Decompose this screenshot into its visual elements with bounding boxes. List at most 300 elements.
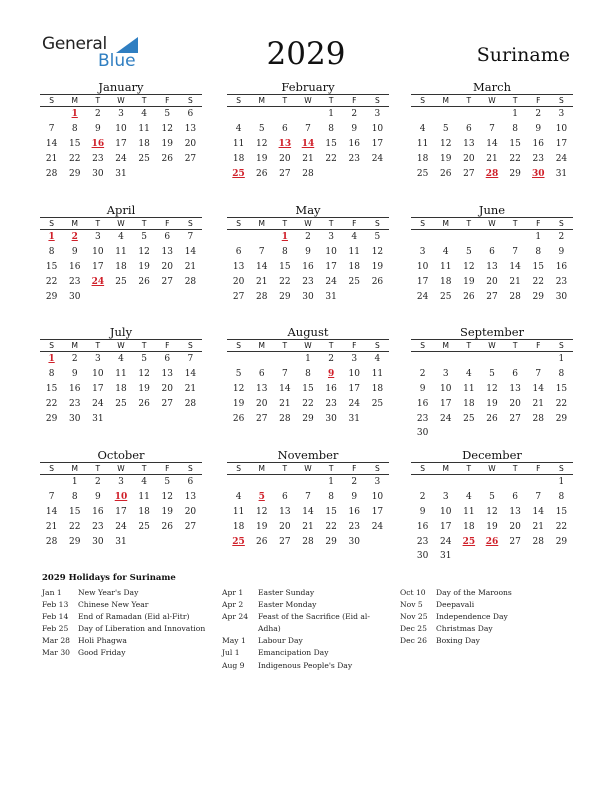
holiday-date: Oct 10	[400, 588, 426, 597]
day: 12	[371, 247, 384, 258]
day: 7	[48, 124, 55, 135]
day: 23	[302, 276, 314, 287]
day: 17	[439, 521, 452, 532]
day: 28	[302, 536, 314, 547]
day: 13	[161, 247, 173, 258]
day: 19	[255, 521, 268, 532]
day: 15	[302, 383, 314, 394]
day: 26	[138, 398, 150, 409]
holidays-title: 2029 Holidays for Suriname	[42, 573, 176, 583]
holiday-column	[222, 587, 398, 672]
day: 20	[161, 261, 173, 272]
day: 30	[555, 291, 568, 302]
holiday-row	[222, 587, 398, 599]
day: 27	[463, 168, 475, 179]
day: 21	[302, 153, 314, 164]
weekday-label: F	[165, 219, 170, 228]
day: 22	[302, 398, 314, 409]
day: 18	[439, 276, 452, 287]
day: 13	[161, 369, 173, 380]
day: 16	[555, 261, 568, 272]
day: 23	[92, 521, 104, 532]
weekday-label: S	[236, 219, 241, 228]
day: 18	[232, 521, 245, 532]
day: 14	[279, 383, 291, 394]
day: 21	[184, 261, 197, 272]
day: 12	[161, 492, 173, 503]
day: 24	[371, 153, 384, 164]
month-march	[411, 80, 573, 181]
day: 8	[48, 247, 55, 258]
day: 27	[232, 291, 245, 302]
holiday-name: Independence Day	[436, 612, 508, 622]
holiday-date: May 1	[222, 636, 246, 646]
weekday-label: T	[512, 219, 518, 228]
holiday-day: 25	[462, 536, 476, 547]
month-december	[411, 448, 573, 564]
weekday-label: M	[258, 464, 265, 473]
day: 1	[512, 109, 518, 120]
day: 28	[255, 291, 268, 302]
day: 2	[351, 477, 358, 488]
day: 5	[141, 354, 147, 365]
month-name: November	[277, 448, 339, 462]
day: 7	[187, 354, 194, 365]
day: 29	[325, 536, 337, 547]
day: 8	[535, 247, 542, 258]
holiday-date: Apr 1	[222, 588, 244, 597]
day: 17	[555, 138, 568, 149]
day: 15	[555, 506, 568, 517]
day: 21	[45, 153, 58, 164]
holiday-name: Christmas Day	[436, 624, 493, 634]
weekday-label: W	[304, 219, 312, 228]
day: 6	[164, 232, 171, 243]
day: 25	[439, 291, 452, 302]
day: 7	[305, 492, 311, 503]
weekday-label: W	[304, 464, 312, 473]
weekday-label: S	[559, 464, 564, 473]
day: 23	[325, 398, 337, 409]
day: 15	[279, 261, 291, 272]
day: 24	[115, 153, 127, 164]
day: 22	[68, 153, 81, 164]
weekday-label: M	[258, 96, 265, 105]
day: 9	[71, 369, 78, 380]
day: 31	[348, 413, 360, 424]
day: 26	[161, 153, 173, 164]
day: 5	[235, 369, 242, 380]
day: 5	[489, 492, 495, 503]
day: 2	[71, 354, 78, 365]
day: 6	[281, 124, 288, 135]
day: 3	[442, 492, 449, 503]
weekday-label: M	[71, 219, 78, 228]
month-name: May	[295, 203, 321, 217]
day: 29	[509, 168, 521, 179]
weekday-label: T	[95, 464, 101, 473]
day: 30	[302, 291, 314, 302]
weekday-label: S	[188, 464, 193, 473]
weekday-label: S	[49, 219, 54, 228]
holiday-row	[222, 660, 398, 672]
weekday-header	[411, 217, 573, 230]
holiday-row	[400, 599, 576, 611]
holiday-day: 9	[328, 369, 335, 380]
day: 5	[164, 477, 171, 488]
day: 31	[555, 168, 568, 179]
day: 9	[94, 492, 101, 503]
day: 25	[371, 398, 384, 409]
day: 9	[94, 124, 101, 135]
weekday-label: S	[236, 464, 241, 473]
day: 30	[68, 291, 81, 302]
day: 22	[555, 398, 568, 409]
weekday-label: T	[512, 464, 518, 473]
weekday-header	[411, 94, 573, 107]
day: 28	[45, 168, 58, 179]
day: 6	[465, 124, 472, 135]
holiday-date: Jul 1	[222, 648, 240, 658]
month-november	[227, 448, 389, 549]
weekday-header	[40, 217, 202, 230]
day: 25	[348, 276, 360, 287]
day: 7	[535, 369, 542, 380]
weekday-label: T	[512, 341, 518, 350]
day: 30	[68, 413, 81, 424]
day: 8	[512, 124, 518, 135]
weekday-label: S	[49, 96, 54, 105]
day: 15	[45, 261, 58, 272]
day: 16	[348, 506, 360, 517]
day-grid	[227, 352, 389, 426]
weekday-label: F	[165, 464, 170, 473]
day: 9	[351, 124, 358, 135]
day: 28	[532, 413, 544, 424]
day: 6	[512, 369, 518, 380]
day: 30	[416, 428, 429, 439]
day-grid	[227, 107, 389, 181]
day: 27	[486, 291, 498, 302]
day: 17	[416, 276, 429, 287]
weekday-label: T	[95, 96, 101, 105]
day-grid	[40, 107, 202, 181]
weekday-label: S	[188, 341, 193, 350]
day: 25	[115, 398, 127, 409]
day: 13	[255, 383, 268, 394]
logo-general-text: General	[42, 34, 107, 54]
day: 13	[509, 383, 521, 394]
day: 11	[463, 383, 475, 394]
weekday-header	[227, 217, 389, 230]
day: 28	[279, 413, 291, 424]
day: 30	[416, 551, 429, 562]
day: 3	[374, 109, 381, 120]
day: 2	[419, 369, 426, 380]
weekday-header	[411, 339, 573, 352]
day: 27	[161, 398, 173, 409]
weekday-label: S	[188, 96, 193, 105]
day: 16	[92, 506, 104, 517]
day: 29	[279, 291, 291, 302]
day-grid	[411, 352, 573, 441]
day: 3	[419, 247, 426, 258]
day: 20	[232, 276, 245, 287]
day: 26	[371, 276, 384, 287]
month-name: August	[287, 325, 329, 339]
day-grid	[227, 230, 389, 304]
day: 27	[184, 153, 197, 164]
day: 13	[184, 124, 197, 135]
holiday-day: 1	[48, 232, 55, 243]
day: 21	[532, 398, 544, 409]
day: 28	[302, 168, 314, 179]
day: 16	[325, 383, 337, 394]
day: 30	[92, 536, 104, 547]
day: 3	[118, 109, 124, 120]
weekday-label: T	[328, 219, 334, 228]
day: 4	[235, 124, 242, 135]
day: 4	[351, 232, 358, 243]
weekday-label: M	[71, 341, 78, 350]
holiday-day: 30	[532, 168, 545, 179]
weekday-label: S	[420, 341, 425, 350]
day: 24	[439, 413, 452, 424]
day: 18	[138, 138, 150, 149]
day: 14	[532, 383, 544, 394]
day: 20	[184, 138, 197, 149]
weekday-label: W	[117, 341, 125, 350]
day: 7	[281, 369, 288, 380]
day: 19	[255, 153, 268, 164]
day: 17	[115, 506, 127, 517]
day: 29	[555, 413, 568, 424]
day: 3	[118, 477, 124, 488]
holiday-date: Apr 2	[222, 600, 244, 610]
day: 16	[68, 383, 81, 394]
weekday-label: T	[141, 219, 147, 228]
day: 10	[555, 124, 568, 135]
weekday-label: W	[488, 341, 496, 350]
day: 20	[486, 276, 498, 287]
holiday-day: 25	[232, 536, 245, 547]
day: 2	[94, 477, 101, 488]
day: 14	[45, 138, 58, 149]
weekday-label: T	[282, 219, 288, 228]
day: 18	[138, 506, 150, 517]
day: 12	[232, 383, 245, 394]
day: 19	[138, 383, 150, 394]
month-name: December	[462, 448, 522, 462]
month-april	[40, 203, 202, 304]
day: 28	[532, 536, 544, 547]
day: 7	[187, 232, 194, 243]
weekday-label: S	[559, 219, 564, 228]
weekday-label: T	[466, 341, 472, 350]
day: 11	[232, 506, 245, 517]
day: 17	[439, 398, 452, 409]
day: 5	[489, 369, 495, 380]
day: 28	[509, 291, 521, 302]
weekday-label: W	[304, 96, 312, 105]
day: 1	[558, 354, 565, 365]
day: 16	[68, 261, 81, 272]
weekday-label: T	[282, 464, 288, 473]
day: 28	[45, 536, 58, 547]
holiday-date	[222, 623, 258, 635]
day: 9	[419, 506, 426, 517]
day-grid	[40, 230, 202, 304]
day: 9	[558, 247, 565, 258]
holiday-day: 13	[278, 138, 292, 149]
year-title: 2029	[266, 36, 346, 72]
day: 6	[187, 109, 194, 120]
day: 1	[71, 477, 78, 488]
day: 31	[325, 291, 337, 302]
day: 25	[138, 521, 150, 532]
weekday-label: W	[488, 464, 496, 473]
day: 14	[184, 369, 197, 380]
holiday-row	[42, 599, 218, 611]
weekday-label: S	[236, 96, 241, 105]
day: 26	[463, 291, 475, 302]
day: 15	[325, 138, 337, 149]
day: 27	[279, 536, 291, 547]
day: 13	[184, 492, 197, 503]
day: 22	[532, 276, 544, 287]
day: 8	[328, 492, 334, 503]
weekday-label: T	[512, 96, 518, 105]
day: 31	[115, 536, 127, 547]
holiday-date: Mar 30	[42, 648, 71, 658]
weekday-label: W	[117, 464, 125, 473]
day: 7	[489, 124, 495, 135]
holiday-date: Feb 13	[42, 600, 69, 610]
logo-blue-text: Blue	[98, 51, 136, 71]
day: 26	[255, 536, 268, 547]
day: 10	[439, 383, 452, 394]
day: 5	[442, 124, 449, 135]
day: 8	[71, 492, 78, 503]
day: 22	[325, 521, 337, 532]
day: 12	[255, 138, 268, 149]
holiday-row	[400, 587, 576, 599]
weekday-label: M	[442, 219, 449, 228]
holiday-name: Indigenous People's Day	[258, 660, 353, 670]
day: 17	[92, 261, 104, 272]
month-october	[40, 448, 202, 549]
day: 18	[463, 398, 475, 409]
day: 15	[325, 506, 337, 517]
day: 20	[161, 383, 173, 394]
day: 4	[465, 369, 472, 380]
day: 4	[141, 477, 147, 488]
weekday-label: F	[165, 341, 170, 350]
weekday-label: S	[49, 341, 54, 350]
day: 3	[94, 354, 101, 365]
holiday-name: Easter Sunday	[258, 588, 315, 597]
day: 24	[115, 521, 127, 532]
day: 3	[328, 232, 334, 243]
month-august	[227, 325, 389, 426]
day: 8	[48, 369, 55, 380]
day: 6	[164, 354, 171, 365]
holiday-name: Easter Monday	[258, 600, 317, 610]
day: 20	[279, 153, 291, 164]
day: 20	[509, 521, 521, 532]
day: 12	[486, 506, 498, 517]
day: 23	[68, 276, 81, 287]
weekday-label: T	[466, 96, 472, 105]
day: 17	[92, 383, 104, 394]
day: 11	[232, 138, 245, 149]
day: 29	[68, 536, 81, 547]
day: 10	[115, 124, 127, 135]
day: 9	[419, 383, 426, 394]
holiday-date: Feb 25	[42, 624, 69, 634]
month-name: February	[281, 80, 335, 94]
day: 25	[115, 276, 127, 287]
weekday-label: S	[420, 464, 425, 473]
day-grid	[40, 475, 202, 549]
day: 7	[258, 247, 265, 258]
day: 16	[416, 398, 429, 409]
day: 17	[371, 506, 384, 517]
holiday-row	[42, 587, 218, 599]
day: 21	[45, 521, 58, 532]
day: 19	[161, 506, 173, 517]
day: 4	[235, 492, 242, 503]
day: 10	[348, 369, 360, 380]
weekday-label: S	[559, 341, 564, 350]
day: 11	[439, 261, 452, 272]
weekday-label: T	[466, 464, 472, 473]
weekday-label: M	[258, 219, 265, 228]
day: 18	[416, 153, 429, 164]
day: 1	[328, 477, 334, 488]
day: 19	[232, 398, 245, 409]
day: 4	[465, 492, 472, 503]
month-january	[40, 80, 202, 181]
holiday-date: Aug 9	[222, 660, 245, 670]
holiday-row	[222, 635, 398, 647]
day: 14	[302, 506, 314, 517]
weekday-label: M	[71, 96, 78, 105]
day: 24	[439, 536, 452, 547]
day: 12	[255, 506, 268, 517]
month-name: October	[97, 448, 145, 462]
weekday-label: S	[188, 219, 193, 228]
month-july	[40, 325, 202, 426]
weekday-label: W	[117, 96, 125, 105]
holiday-name: Labour Day	[258, 636, 303, 646]
day: 7	[535, 492, 542, 503]
day: 15	[68, 506, 81, 517]
day: 8	[281, 247, 288, 258]
day: 12	[138, 247, 150, 258]
day: 16	[302, 261, 314, 272]
holiday-date: Mar 28	[42, 636, 71, 646]
day: 4	[374, 354, 381, 365]
weekday-label: S	[420, 96, 425, 105]
month-september	[411, 325, 573, 441]
holiday-name: End of Ramadan (Eid al-Fitr)	[78, 612, 190, 622]
day: 23	[416, 413, 429, 424]
day: 17	[325, 261, 337, 272]
holiday-name: Good Friday	[78, 648, 126, 658]
day: 11	[416, 138, 429, 149]
day: 21	[532, 521, 544, 532]
